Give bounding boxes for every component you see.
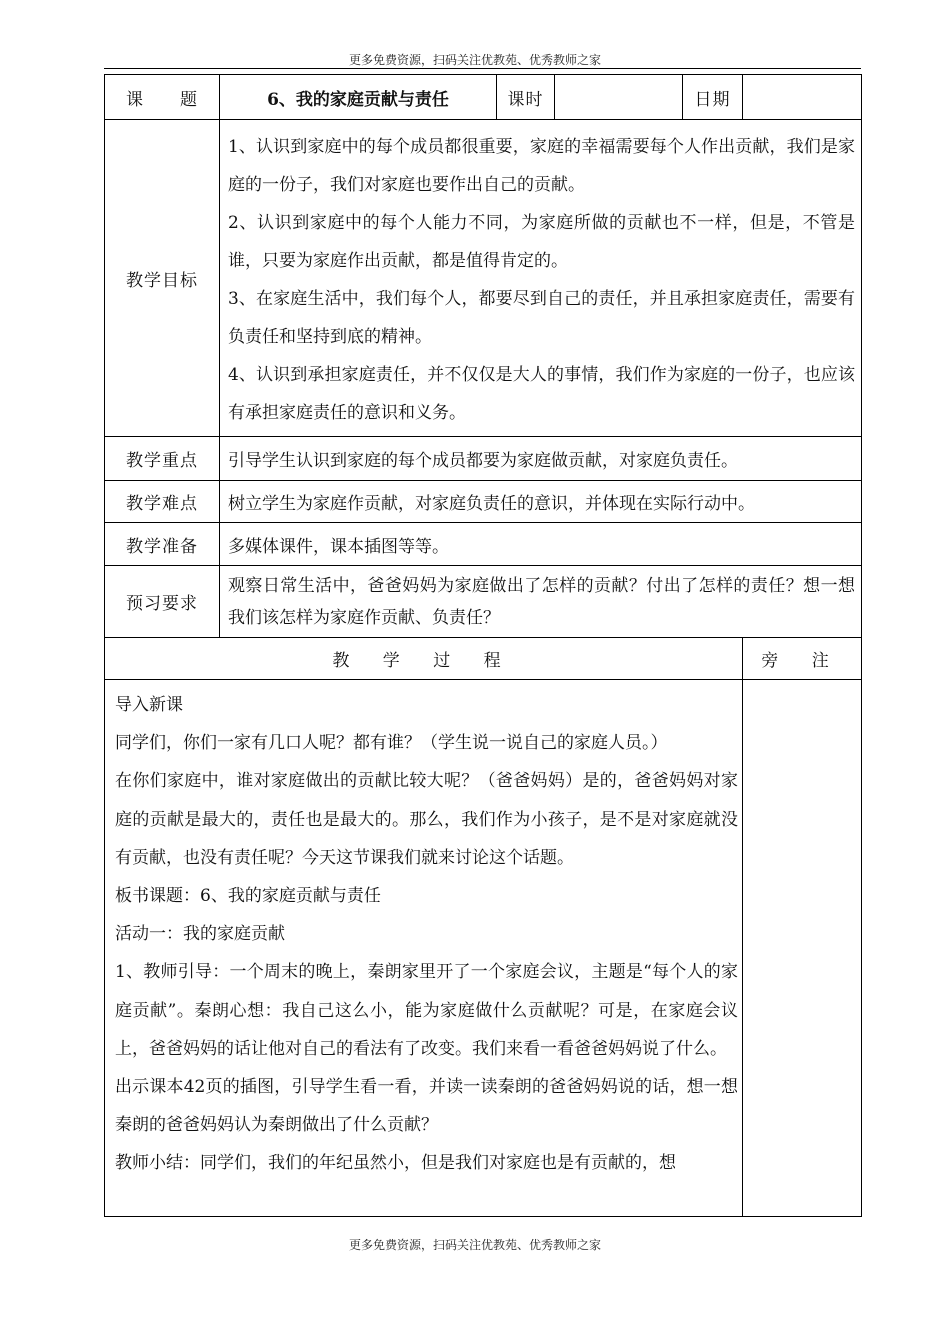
key-points-value: 引导学生认识到家庭的每个成员都要为家庭做贡献，对家庭负责任。 xyxy=(220,437,862,481)
process-paragraph: 导入新课 xyxy=(115,695,183,715)
process-paragraph: 板书课题：6、我的家庭贡献与责任 xyxy=(115,886,381,907)
notes-cell xyxy=(743,680,862,1217)
goals-row xyxy=(105,120,862,437)
process-paragraph: 在你们家庭中，谁对家庭做出的贡献比较大呢？（爸爸妈妈）是的，爸爸妈妈对家庭的贡献是最大的，责任也是最大的。那么，我们作为小孩子，是不是对家庭就没有贡献，也没有责任呢？今天这节课我们就来讨论这个话题。 xyxy=(115,771,738,868)
process-cell xyxy=(105,680,743,1217)
difficulty-row xyxy=(105,481,862,523)
goals-label: 教学目标 xyxy=(105,120,220,437)
goal-item: 1、认识到家庭中的每个成员都很重要，家庭的幸福需要每个人作出贡献，我们是家庭的一份子，我们对家庭也要作出自己的贡献。 xyxy=(228,137,855,195)
process-paragraph: 活动一：我的家庭贡献 xyxy=(115,924,285,945)
preparation-label: 教学准备 xyxy=(105,523,220,566)
process-header: 教 学 过 程 xyxy=(105,638,743,680)
process-paragraph: 出示课本42页的插图，引导学生看一看，并读一读秦朗的爸爸妈妈说的话，想一想秦朗的爸爸妈妈认为秦朗做出了什么贡献？ xyxy=(115,1077,738,1136)
hours-label: 课时 xyxy=(497,75,555,120)
process-paragraph: 同学们，你们一家有几口人呢？都有谁？（学生说一说自己的家庭人员。） xyxy=(115,733,668,754)
goals-cell xyxy=(220,120,862,437)
topic-row xyxy=(105,75,862,120)
goal-item: 2、认识到家庭中的每个人能力不同，为家庭所做的贡献也不一样，但是，不管是谁，只要为家庭作出贡献，都是值得肯定的。 xyxy=(228,213,855,271)
date-label: 日期 xyxy=(683,75,743,120)
goal-item: 3、在家庭生活中，我们每个人，都要尽到自己的责任，并且承担家庭责任，需要有负责任和坚持到底的精神。 xyxy=(228,289,855,347)
key-points-row xyxy=(105,437,862,481)
date-value xyxy=(743,75,862,120)
topic-label: 课 题 xyxy=(105,75,220,120)
process-paragraph: 1、教师引导：一个周末的晚上，秦朗家里开了一个家庭会议，主题是“每个人的家庭贡献”。秦朗心想：我自己这么小，能为家庭做什么贡献呢？可是，在家庭会议上，爸爸妈妈的话让他对自己的看法有了改变。我们来看一看爸爸妈妈说了什么。 xyxy=(115,962,738,1059)
preview-value: 观察日常生活中，爸爸妈妈为家庭做出了怎样的贡献？付出了怎样的责任？想一想我们该怎样为家庭作贡献、负责任？ xyxy=(228,575,855,628)
preview-label: 预习要求 xyxy=(105,566,220,638)
preview-cell xyxy=(220,566,862,638)
process-paragraph: 教师小结：同学们，我们的年纪虽然小，但是我们对家庭也是有贡献的，想 xyxy=(115,1153,676,1174)
process-row xyxy=(105,680,862,1217)
goal-item: 4、认识到承担家庭责任，并不仅仅是大人的事情，我们作为家庭的一份子，也应该有承担家庭责任的意识和义务。 xyxy=(228,365,855,423)
hours-value xyxy=(555,75,683,120)
header-rule xyxy=(104,68,861,69)
preview-row xyxy=(105,566,862,638)
difficulty-value: 树立学生为家庭作贡献，对家庭负责任的意识，并体现在实际行动中。 xyxy=(220,481,862,523)
footer-note: 更多免费资源，扫码关注优教苑、优秀教师之家 xyxy=(348,1238,601,1252)
topic-value: 6、我的家庭贡献与责任 xyxy=(220,75,497,120)
key-points-label: 教学重点 xyxy=(105,437,220,481)
difficulty-label: 教学难点 xyxy=(105,481,220,523)
header-note: 更多免费资源，扫码关注优教苑、优秀教师之家 xyxy=(348,53,601,67)
process-header-row xyxy=(105,638,862,680)
lesson-plan-table xyxy=(104,74,862,1217)
preparation-row xyxy=(105,523,862,566)
preparation-value: 多媒体课件，课本插图等等。 xyxy=(220,523,862,566)
notes-header: 旁 注 xyxy=(743,638,862,680)
